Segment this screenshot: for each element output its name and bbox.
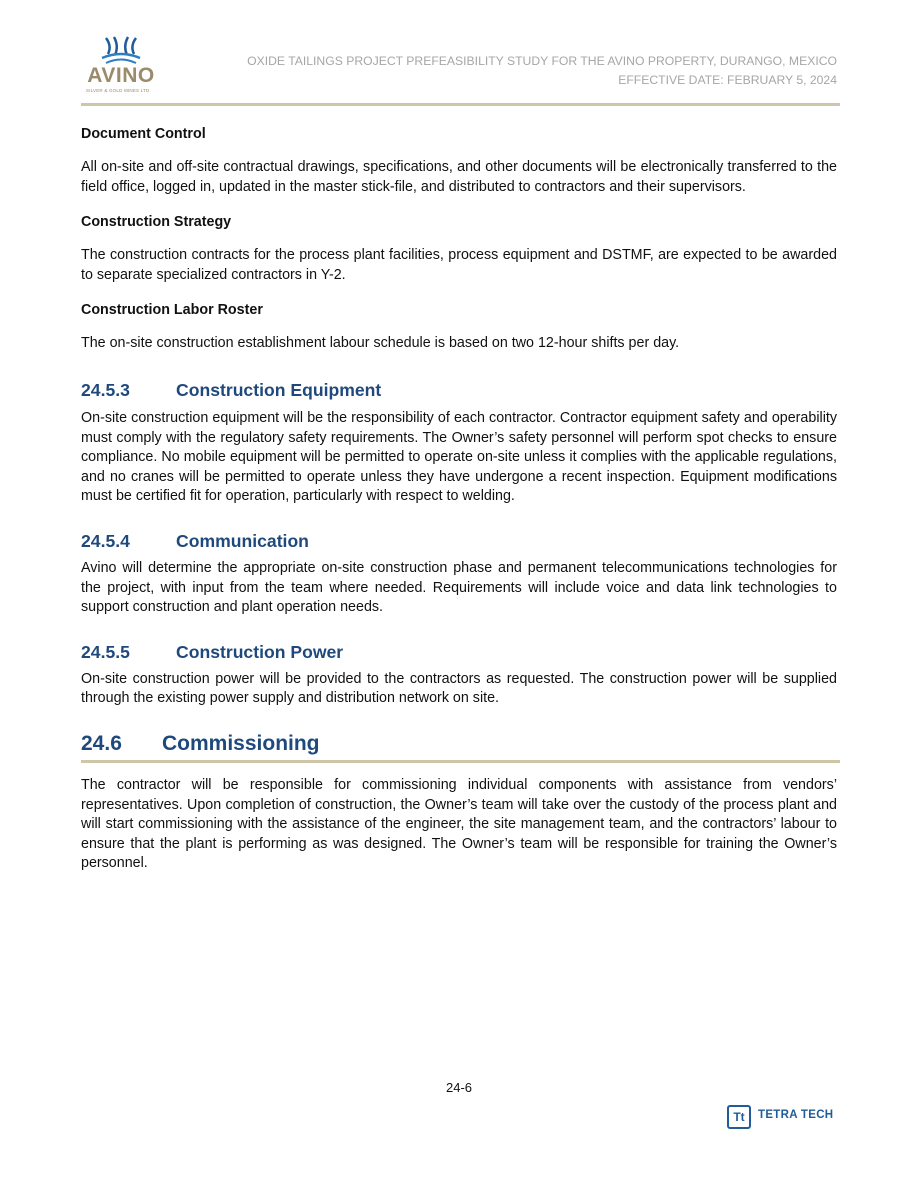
paragraph-construction-strategy: The construction contracts for the process plant facilities, process equipment and DSTMF, are expected to be awarded to separate specialized contractors in Y-2. [81, 247, 837, 283]
paragraph-construction-equipment: On-site construction equipment will be the responsibility of each contractor. Contractor equipment safety and operability must comply with the regulatory safety requirements. The Owner’s safety personnel will perform spot checks to ensure compliance. No mobile equipment will be permitted to operate on-site unless it complies with the applicable regulations, and no cranes will be permitted to operate unless they have undergone a recent inspection. Equipment modifications must be certified fit for operation, particularly with respect to welding. [81, 409, 837, 505]
section-number: 24.5.5 [81, 641, 130, 662]
running-header [247, 52, 837, 90]
section-title: Construction Equipment [176, 379, 382, 400]
avino-logo [84, 36, 164, 98]
paragraph-labor-roster: The on-site construction establishment labour schedule is based on two 12-hour shifts per day. [81, 335, 680, 352]
section-divider [81, 760, 840, 763]
heading-document-control: Document Control [81, 126, 206, 142]
tetratech-mark-icon: Tt [727, 1105, 751, 1129]
header-divider [81, 103, 840, 106]
section-number: 24.5.4 [81, 530, 130, 551]
paragraph-commissioning: The contractor will be responsible for commissioning individual components with assistance from vendors’ representatives. Upon completion of construction, the Owner’s team will take over the custody of the process plant and will start commissioning with the assistance of the engineer, the site management team, and the contractors’ labour to ensure that the plant is performing as was designed. The Owner’s team will be responsible for training the Owner’s personnel. [81, 776, 837, 872]
logo-subtitle: SILVER & GOLD MINES LTD. [86, 88, 151, 93]
section-title: Communication [176, 530, 309, 551]
heading-24-5-3 [81, 378, 837, 402]
header-title: OXIDE TAILINGS PROJECT PREFEASIBILITY STUDY FOR THE AVINO PROPERTY, DURANGO, MEXICO [247, 54, 837, 68]
paragraph-construction-power: On-site construction power will be provided to the contractors as requested. The construction power will be supplied through the existing power supply and distribution network on site. [81, 670, 837, 707]
heading-labor-roster: Construction Labor Roster [81, 302, 263, 319]
header-date: EFFECTIVE DATE: FEBRUARY 5, 2024 [618, 73, 837, 87]
paragraph-document-control: All on-site and off-site contractual drawings, specifications, and other documents will be electronically transferred to the field office, logged in, updated in the master stick-file, and distributed to contractors and their supervisors. [81, 159, 837, 195]
heading-24-5-4 [81, 529, 837, 553]
section-title: Construction Power [176, 641, 344, 662]
tetratech-wordmark: TETRA TECH [758, 1109, 834, 1121]
page-number: 24-6 [445, 1080, 473, 1095]
heading-24-5-5 [81, 640, 837, 664]
paragraph-communication: Avino will determine the appropriate on-site construction phase and permanent telecommunications technologies for the project, with input from the team where needed. Requirements will include voice and data link technologies to support construction and plant operation needs. [81, 559, 837, 616]
section-number: 24.6 [81, 731, 122, 755]
section-number: 24.5.3 [81, 379, 130, 400]
logo-wordmark: AVINO [87, 64, 155, 87]
heading-24-6 [81, 730, 837, 758]
avino-emblem-icon [98, 36, 144, 66]
heading-construction-strategy: Construction Strategy [81, 214, 232, 231]
page-body [81, 124, 837, 874]
section-title: Commissioning [162, 731, 320, 755]
